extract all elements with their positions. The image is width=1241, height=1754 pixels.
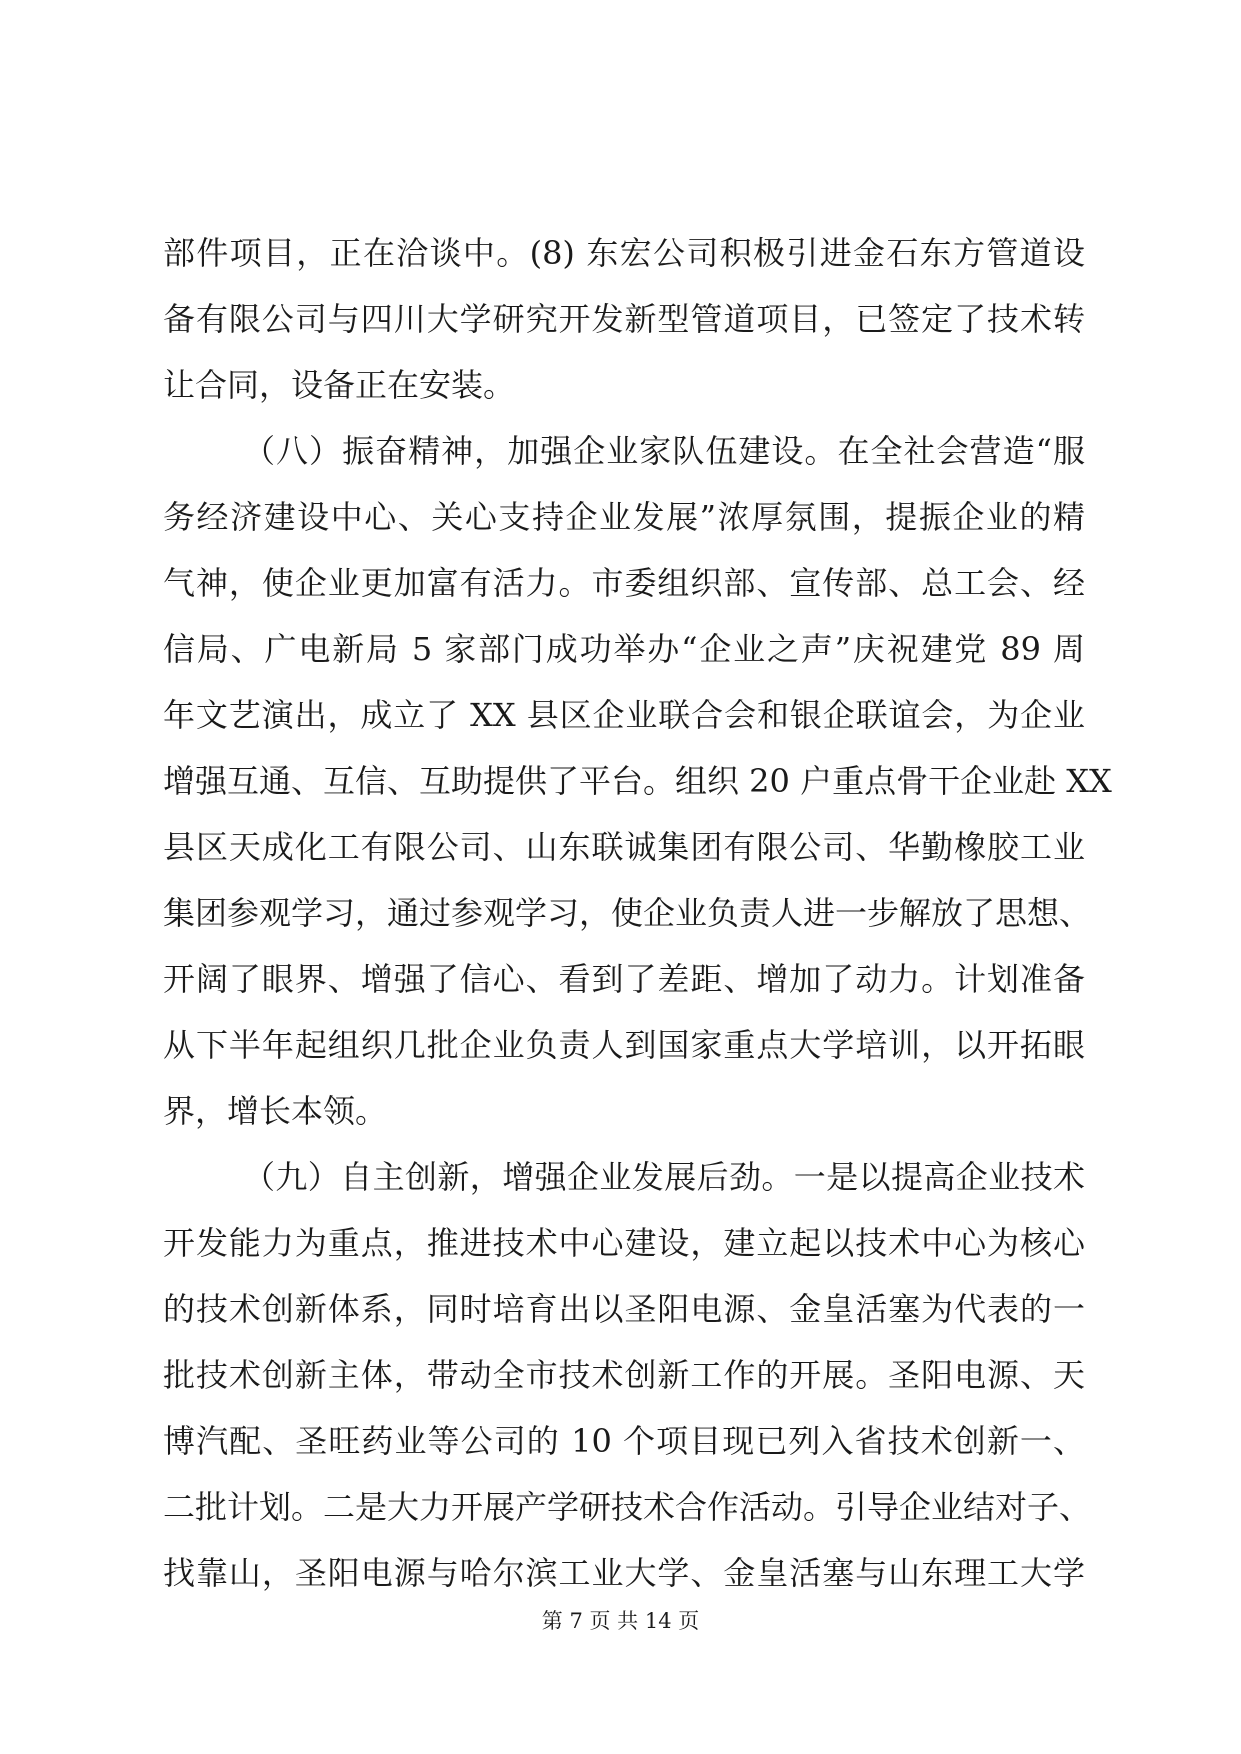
page-number-footer: 第 7 页 共 14 页 [541, 1609, 700, 1633]
text-line: 二批计划。二是大力开展产学研技术合作活动。引导企业结对子、 [163, 1488, 1092, 1526]
text-line: 县区天成化工有限公司、山东联诚集团有限公司、华勤橡胶工业 [163, 828, 1085, 866]
text-line: 开阔了眼界、增强了信心、看到了差距、增加了动力。计划准备 [163, 960, 1085, 998]
text-line: 界，增长本领。 [163, 1092, 388, 1130]
text-line: 备有限公司与四川大学研究开发新型管道项目，已签定了技术转 [163, 300, 1085, 338]
paragraph-heading-line: （九）自主创新，增强企业发展后劲。一是以提高企业技术 [243, 1158, 1085, 1196]
text-line: 增强互通、互信、互助提供了平台。组织 20 户重点骨干企业赴 XX [163, 762, 1112, 800]
paragraph-heading-line: （八）振奋精神，加强企业家队伍建设。在全社会营造“服 [243, 432, 1085, 470]
text-line: 批技术创新主体，带动全市技术创新工作的开展。圣阳电源、天 [163, 1356, 1085, 1394]
text-line: 部件项目，正在洽谈中。(8) 东宏公司积极引进金石东方管道设 [163, 234, 1085, 272]
text-line: 务经济建设中心、关心支持企业发展”浓厚氛围，提振企业的精 [163, 498, 1085, 536]
text-line: 年文艺演出，成立了 XX 县区企业联合会和银企联谊会，为企业 [163, 696, 1085, 734]
text-line: 气神，使企业更加富有活力。市委组织部、宣传部、总工会、经 [163, 564, 1085, 602]
text-line: 信局、广电新局 5 家部门成功举办“企业之声”庆祝建党 89 周 [163, 630, 1085, 668]
text-line: 博汽配、圣旺药业等公司的 10 个项目现已列入省技术创新一、 [163, 1422, 1085, 1460]
text-line: 找靠山，圣阳电源与哈尔滨工业大学、金皇活塞与山东理工大学 [163, 1554, 1085, 1592]
text-line: 的技术创新体系，同时培育出以圣阳电源、金皇活塞为代表的一 [163, 1290, 1085, 1328]
text-line: 让合同，设备正在安装。 [163, 366, 516, 404]
document-body [163, 220, 1112, 1606]
text-line: 集团参观学习，通过参观学习，使企业负责人进一步解放了思想、 [163, 894, 1092, 932]
text-line: 从下半年起组织几批企业负责人到国家重点大学培训，以开拓眼 [163, 1026, 1085, 1064]
text-line: 开发能力为重点，推进技术中心建设，建立起以技术中心为核心 [163, 1224, 1085, 1262]
